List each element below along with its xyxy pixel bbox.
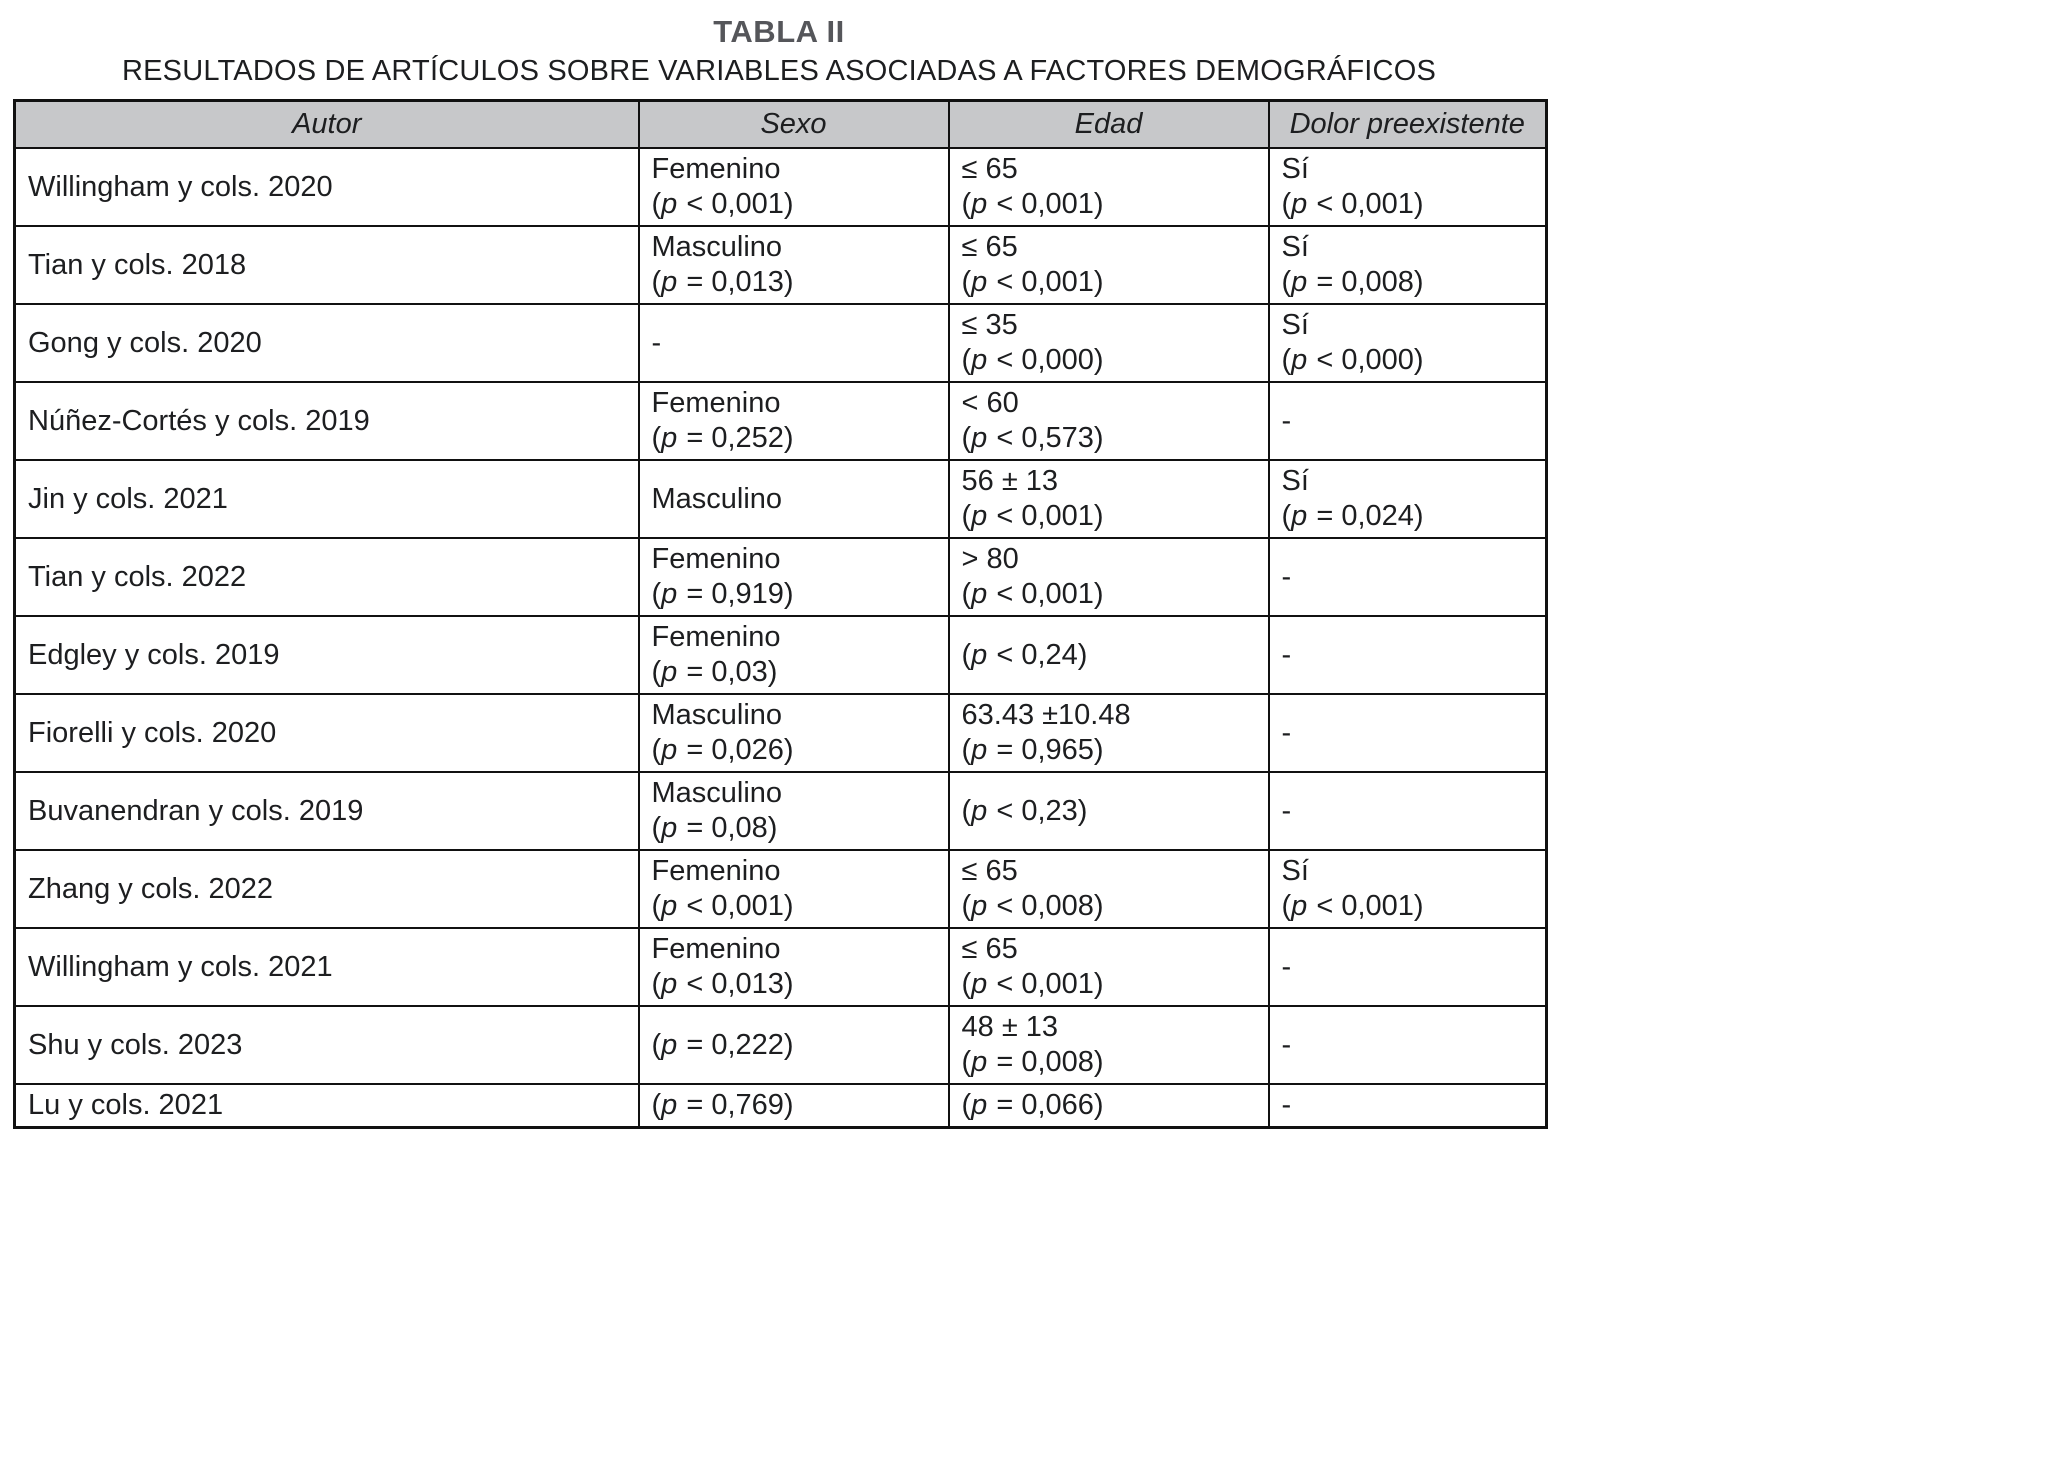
p-variable: p — [971, 1046, 988, 1078]
cell-line: (p = 0,013) — [651, 266, 794, 298]
cell-sexo — [639, 382, 949, 460]
cell-sexo — [639, 772, 949, 850]
p-variable: p — [1291, 266, 1308, 298]
cell-edad — [949, 460, 1269, 538]
cell-line: - — [1281, 1028, 1292, 1061]
cell-autor: Buvanendran y cols. 2019 — [15, 772, 639, 850]
cell-sexo — [639, 538, 949, 616]
cell-line: Femenino — [651, 855, 781, 887]
cell-line: (p = 0,965) — [961, 734, 1104, 766]
cell-autor: Tian y cols. 2022 — [15, 538, 639, 616]
cell-line: > 80 — [961, 543, 1019, 575]
cell-line: 56 ± 13 — [961, 465, 1059, 497]
cell-line: Masculino — [651, 777, 783, 809]
cell-line: (p = 0,008) — [1281, 266, 1424, 298]
cell-dolor — [1269, 226, 1547, 304]
cell-line: - — [1281, 404, 1292, 437]
cell-sexo — [639, 928, 949, 1006]
cell-edad — [949, 382, 1269, 460]
p-variable: p — [971, 794, 988, 827]
table-row — [15, 850, 1547, 928]
cell-line: (p < 0,008) — [961, 890, 1104, 922]
p-variable: p — [661, 890, 678, 922]
cell-line: (p < 0,001) — [961, 188, 1104, 220]
cell-sexo — [639, 460, 949, 538]
cell-line: (p = 0,919) — [651, 578, 794, 610]
cell-line: 63.43 ±10.48 — [961, 699, 1131, 731]
cell-line: (p = 0,222) — [651, 1028, 794, 1061]
p-variable: p — [971, 188, 988, 220]
p-variable: p — [971, 734, 988, 766]
cell-line: (p = 0,008) — [961, 1046, 1104, 1078]
cell-line: (p = 0,026) — [651, 734, 794, 766]
cell-line: Masculino — [651, 482, 783, 515]
cell-line: Femenino — [651, 543, 781, 575]
cell-autor: Tian y cols. 2018 — [15, 226, 639, 304]
cell-line: < 60 — [961, 387, 1019, 419]
cell-dolor — [1269, 148, 1547, 226]
cell-edad — [949, 772, 1269, 850]
cell-autor: Gong y cols. 2020 — [15, 304, 639, 382]
cell-sexo — [639, 148, 949, 226]
cell-line: Masculino — [651, 231, 783, 263]
cell-line: Masculino — [651, 699, 783, 731]
cell-edad — [949, 694, 1269, 772]
p-variable: p — [1291, 500, 1308, 532]
column-header-edad: Edad — [949, 101, 1269, 149]
cell-line: (p = 0,03) — [651, 656, 778, 688]
table-caption — [13, 14, 1545, 88]
cell-line: Sí — [1281, 465, 1309, 497]
cell-line: (p < 0,001) — [651, 188, 794, 220]
cell-sexo — [639, 694, 949, 772]
cell-line: Sí — [1281, 153, 1309, 185]
cell-sexo — [639, 850, 949, 928]
p-variable: p — [971, 578, 988, 610]
cell-line: (p < 0,013) — [651, 968, 794, 1000]
column-header-dolor: Dolor preexistente — [1269, 101, 1547, 149]
cell-edad — [949, 616, 1269, 694]
cell-line: Femenino — [651, 153, 781, 185]
cell-dolor — [1269, 616, 1547, 694]
table-row — [15, 226, 1547, 304]
header-row — [15, 101, 1547, 149]
cell-line: (p < 0,001) — [961, 968, 1104, 1000]
cell-dolor — [1269, 928, 1547, 1006]
table-row — [15, 694, 1547, 772]
cell-autor: Zhang y cols. 2022 — [15, 850, 639, 928]
cell-line: (p < 0,001) — [1281, 188, 1424, 220]
cell-edad — [949, 928, 1269, 1006]
table-row — [15, 616, 1547, 694]
cell-autor: Willingham y cols. 2020 — [15, 148, 639, 226]
p-variable: p — [1291, 188, 1308, 220]
cell-dolor — [1269, 538, 1547, 616]
p-variable: p — [661, 1028, 678, 1061]
table-title: TABLA II — [713, 14, 845, 49]
cell-sexo — [639, 616, 949, 694]
cell-line: (p < 0,001) — [961, 578, 1104, 610]
table-row — [15, 148, 1547, 226]
p-variable: p — [971, 500, 988, 532]
cell-sexo — [639, 304, 949, 382]
cell-edad — [949, 226, 1269, 304]
cell-autor: Jin y cols. 2021 — [15, 460, 639, 538]
cell-line: ≤ 65 — [961, 231, 1018, 263]
cell-edad — [949, 1084, 1269, 1128]
cell-edad — [949, 538, 1269, 616]
p-variable: p — [661, 968, 678, 1000]
cell-autor: Lu y cols. 2021 — [15, 1084, 639, 1128]
cell-line: (p = 0,769) — [651, 1089, 794, 1121]
p-variable: p — [971, 890, 988, 922]
p-variable: p — [661, 266, 678, 298]
cell-dolor — [1269, 382, 1547, 460]
table-row — [15, 304, 1547, 382]
p-variable: p — [661, 188, 678, 220]
cell-autor: Fiorelli y cols. 2020 — [15, 694, 639, 772]
cell-line: Femenino — [651, 621, 781, 653]
cell-dolor — [1269, 772, 1547, 850]
cell-line: - — [1281, 638, 1292, 671]
p-variable: p — [661, 422, 678, 454]
cell-line: - — [651, 326, 662, 359]
cell-line: - — [1281, 560, 1292, 593]
cell-autor: Shu y cols. 2023 — [15, 1006, 639, 1084]
cell-dolor — [1269, 1006, 1547, 1084]
p-variable: p — [661, 812, 678, 844]
cell-line: ≤ 65 — [961, 153, 1018, 185]
cell-line: Sí — [1281, 855, 1309, 887]
p-variable: p — [971, 422, 988, 454]
cell-line: ≤ 65 — [961, 855, 1018, 887]
p-variable: p — [971, 266, 988, 298]
cell-line: (p < 0,24) — [961, 638, 1088, 671]
p-variable: p — [661, 1089, 678, 1121]
cell-sexo — [639, 226, 949, 304]
p-variable: p — [971, 1089, 988, 1121]
cell-line: Femenino — [651, 933, 781, 965]
p-variable: p — [971, 344, 988, 376]
p-variable: p — [971, 968, 988, 1000]
p-variable: p — [1291, 890, 1308, 922]
results-table — [13, 99, 1548, 1129]
cell-edad — [949, 850, 1269, 928]
table-subtitle: RESULTADOS DE ARTÍCULOS SOBRE VARIABLES ASOCIADAS A FACTORES DEMOGRÁFICOS — [121, 55, 1437, 87]
table-body — [15, 148, 1547, 1128]
cell-line: Sí — [1281, 231, 1309, 263]
cell-line: - — [1281, 716, 1292, 749]
cell-line: - — [1281, 1089, 1292, 1121]
cell-line: (p < 0,001) — [1281, 890, 1424, 922]
cell-line: (p = 0,024) — [1281, 500, 1424, 532]
cell-line: (p = 0,066) — [961, 1089, 1104, 1121]
table-row — [15, 1084, 1547, 1128]
cell-dolor — [1269, 304, 1547, 382]
table-row — [15, 1006, 1547, 1084]
cell-dolor — [1269, 460, 1547, 538]
table-row — [15, 382, 1547, 460]
cell-line: (p < 0,001) — [651, 890, 794, 922]
p-variable: p — [661, 656, 678, 688]
cell-line: (p < 0,001) — [961, 500, 1104, 532]
cell-autor: Núñez-Cortés y cols. 2019 — [15, 382, 639, 460]
cell-line: (p < 0,23) — [961, 794, 1088, 827]
table-row — [15, 772, 1547, 850]
cell-line: ≤ 65 — [961, 933, 1018, 965]
cell-dolor — [1269, 1084, 1547, 1128]
cell-autor: Willingham y cols. 2021 — [15, 928, 639, 1006]
cell-line: (p < 0,573) — [961, 422, 1104, 454]
table-row — [15, 538, 1547, 616]
cell-dolor — [1269, 850, 1547, 928]
table-row — [15, 928, 1547, 1006]
p-variable: p — [661, 578, 678, 610]
cell-line: (p = 0,08) — [651, 812, 778, 844]
cell-line: 48 ± 13 — [961, 1011, 1059, 1043]
cell-line: (p < 0,001) — [961, 266, 1104, 298]
table-row — [15, 460, 1547, 538]
cell-edad — [949, 304, 1269, 382]
cell-line: Femenino — [651, 387, 781, 419]
cell-dolor — [1269, 694, 1547, 772]
cell-edad — [949, 148, 1269, 226]
cell-line: Sí — [1281, 309, 1309, 341]
cell-line: - — [1281, 794, 1292, 827]
cell-line: (p < 0,000) — [1281, 344, 1424, 376]
cell-sexo — [639, 1084, 949, 1128]
p-variable: p — [1291, 344, 1308, 376]
column-header-sexo: Sexo — [639, 101, 949, 149]
cell-edad — [949, 1006, 1269, 1084]
p-variable: p — [971, 638, 988, 671]
column-header-autor: Autor — [15, 101, 639, 149]
p-variable: p — [661, 734, 678, 766]
cell-sexo — [639, 1006, 949, 1084]
cell-line: - — [1281, 950, 1292, 983]
cell-autor: Edgley y cols. 2019 — [15, 616, 639, 694]
cell-line: (p < 0,000) — [961, 344, 1104, 376]
cell-line: ≤ 35 — [961, 309, 1018, 341]
cell-line: (p = 0,252) — [651, 422, 794, 454]
